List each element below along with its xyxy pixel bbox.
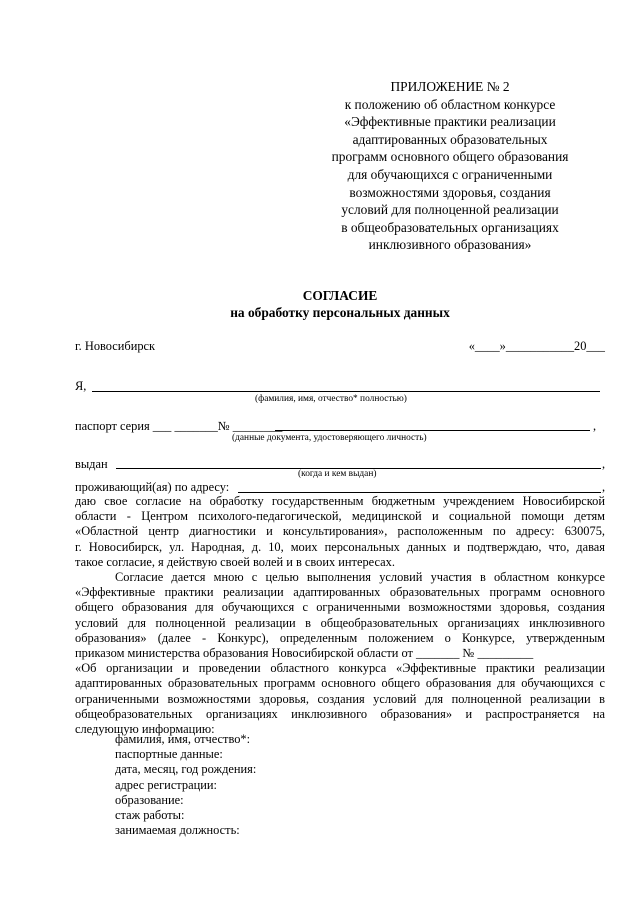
list-item: паспортные данные: bbox=[115, 747, 223, 762]
purpose-paragraph bbox=[75, 570, 605, 737]
purpose-line: общеобразовательных организациях инклюзивного образования» и распространяется на bbox=[75, 706, 605, 721]
list-item: адрес регистрации: bbox=[115, 777, 217, 792]
appendix-line: адаптированных образовательных bbox=[352, 131, 548, 147]
appendix-line: ПРИЛОЖЕНИЕ № 2 bbox=[390, 79, 510, 94]
list-item: образование: bbox=[115, 792, 184, 807]
list-item: занимаемая должность: bbox=[115, 823, 240, 838]
passport-label: паспорт серия ___ _______№ ________ bbox=[75, 419, 283, 433]
title-main: СОГЛАСИЕ bbox=[302, 288, 378, 303]
purpose-line: Согласие дается мною с целью выполнения условий участия в областном конкурсе bbox=[115, 570, 605, 584]
purpose-line: «Эффективные практики реализации адаптированных образовательных программ основного bbox=[75, 585, 605, 600]
appendix-line: «Эффективные практики реализации bbox=[344, 114, 556, 130]
purpose-line: ограниченными возможностями здоровья, создания условий для полноценной реализации в bbox=[75, 691, 605, 706]
document-title bbox=[0, 287, 640, 321]
name-caption: (фамилия, имя, отчество* полностью) bbox=[255, 394, 407, 404]
appendix-header bbox=[300, 78, 600, 254]
passport-caption: (данные документа, удостоверяющего личность) bbox=[232, 433, 427, 443]
consent-line: даю свое согласие на обработку государственным бюджетным учреждением Новосибирской bbox=[75, 494, 605, 508]
purpose-line: следующую информацию: bbox=[75, 722, 215, 737]
issued-end: , bbox=[602, 457, 606, 471]
info-list bbox=[115, 732, 256, 838]
purpose-line: адаптированных образовательных программ основного общего образования для обучающихся с bbox=[75, 676, 605, 691]
consent-line: «Областной центр диагностики и консультирования», расположенным по адресу: 630075, bbox=[75, 524, 605, 539]
consent-line: г. Новосибирск, ул. Народная, д. 10, моих персональных данных и подтверждаю, что, давая bbox=[75, 539, 605, 554]
purpose-line: условий для полноценной реализации в общеобразовательных организациях инклюзивного bbox=[75, 615, 605, 630]
appendix-line: условий для полноценной реализации bbox=[341, 202, 559, 218]
consent-line: такое согласие, я действую своей волей и в своих интересах. bbox=[75, 554, 395, 569]
address-end: , bbox=[602, 480, 606, 494]
appendix-line: программ основного общего образования bbox=[331, 149, 569, 165]
consent-line: области - Центром психолого-педагогической, медицинской и социальной помощи детям bbox=[75, 509, 605, 524]
date-field[interactable]: «____»___________20___ bbox=[468, 339, 605, 353]
purpose-line: «Об организации и проведении областного конкурса «Эффективные практики реализации bbox=[75, 661, 605, 676]
name-field[interactable] bbox=[92, 391, 600, 392]
passport-end: , bbox=[593, 419, 597, 433]
list-item: фамилия, имя, отчество*: bbox=[115, 732, 251, 746]
consent-paragraph bbox=[75, 494, 605, 570]
city: г. Новосибирск bbox=[75, 339, 156, 353]
issued-label: выдан bbox=[75, 457, 108, 471]
list-item: стаж работы: bbox=[115, 808, 185, 823]
address-label: проживающий(ая) по адресу: bbox=[75, 480, 230, 494]
place-date-row bbox=[75, 338, 605, 354]
list-item: дата, месяц, год рождения: bbox=[115, 762, 257, 777]
i-label: Я, bbox=[75, 379, 87, 393]
appendix-line: в общеобразовательных организациях bbox=[341, 219, 559, 235]
passport-row bbox=[75, 418, 605, 434]
issued-caption: (когда и кем выдан) bbox=[298, 469, 377, 479]
appendix-line: возможностями здоровья, создания bbox=[349, 184, 551, 200]
passport-field[interactable] bbox=[275, 430, 590, 431]
purpose-line: приказом министерства образования Новосибирской области от _______ № _________ bbox=[75, 646, 534, 661]
address-field[interactable] bbox=[238, 492, 601, 493]
appendix-line: к положению об областном конкурсе bbox=[344, 96, 556, 112]
appendix-line: для обучающихся с ограниченными bbox=[347, 166, 553, 182]
purpose-line: образования» (далее - Конкурс), определенным положением о Конкурсе, утвержденным bbox=[75, 630, 605, 645]
purpose-line: общего образования для обучающихся с ограниченными возможностями здоровья, создания bbox=[75, 600, 605, 615]
appendix-line: инклюзивного образования» bbox=[368, 237, 532, 253]
title-sub: на обработку персональных данных bbox=[230, 305, 450, 320]
